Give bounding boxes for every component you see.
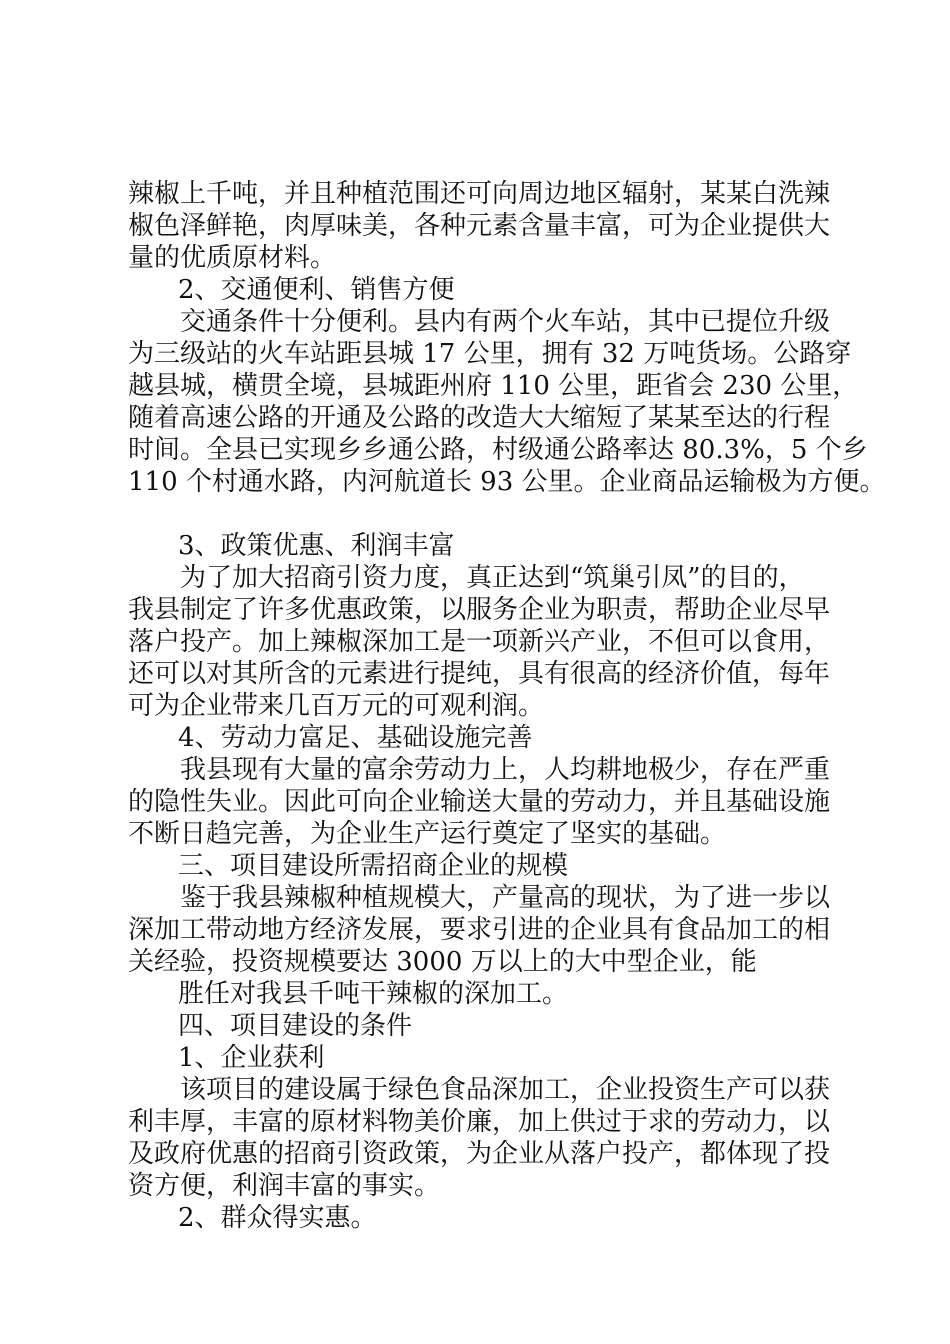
section-heading: 2、交通便利、销售方便 [178,275,455,305]
body-line: 越县城，横贯全境，县城距州府 110 公里，距省会 230 公里， [128,371,859,401]
body-line: 胜任对我县千吨干辣椒的深加工。 [178,979,569,1009]
section-heading: 1、企业获利 [178,1043,325,1073]
body-line: 鉴于我县辣椒种植规模大，产量高的现状，为了进一步以 [180,883,831,913]
section-heading: 2、群众得实惠。 [178,1203,377,1233]
section-heading: 三、项目建设所需招商企业的规模 [178,851,569,881]
body-line: 关经验，投资规模要达 3000 万以上的大中型企业，能 [128,947,757,977]
body-line: 利丰厚，丰富的原材料物美价廉，加上供过于求的劳动力，以 [128,1107,831,1137]
body-line: 我县现有大量的富余劳动力上，人均耕地极少，存在严重 [180,755,831,785]
section-heading: 3、政策优惠、利润丰富 [178,531,455,561]
body-line: 还可以对其所含的元素进行提纯，具有很高的经济价值，每年 [128,659,831,689]
body-line: 深加工带动地方经济发展，要求引进的企业具有食品加工的相 [128,915,831,945]
body-line: 量的优质原材料。 [128,243,337,273]
body-line: 110 个村通水路，内河航道长 93 公里。企业商品运输极为方便。 [128,467,886,497]
body-line: 时间。全县已实现乡乡通公路，村级通公路率达 80.3%，5 个乡 [128,435,868,465]
section-heading: 四、项目建设的条件 [178,1011,413,1041]
section-heading: 4、劳动力富足、基础设施完善 [178,723,533,753]
body-line: 资方便，利润丰富的事实。 [128,1171,441,1201]
body-line: 辣椒上千吨，并且种植范围还可向周边地区辐射，某某白洗辣 [128,179,831,209]
body-line: 随着高速公路的开通及公路的改造大大缩短了某某至达的行程 [128,403,831,433]
body-line: 我县制定了许多优惠政策，以服务企业为职责，帮助企业尽早 [128,595,831,625]
body-line: 椒色泽鲜艳，肉厚味美，各种元素含量丰富，可为企业提供大 [128,211,831,241]
body-line: 及政府优惠的招商引资政策，为企业从落户投产，都体现了投 [128,1139,831,1169]
body-line: 的隐性失业。因此可向企业输送大量的劳动力，并且基础设施 [128,787,831,817]
body-line: 落户投产。加上辣椒深加工是一项新兴产业，不但可以食用， [128,627,831,657]
body-line: 交通条件十分便利。县内有两个火车站，其中已提位升级 [180,307,831,337]
body-line: 为三级站的火车站距县城 17 公里，拥有 32 万吨货场。公路穿 [128,339,852,369]
body-line: 为了加大招商引资力度，真正达到“筑巢引凤”的目的， [180,563,805,593]
body-line: 可为企业带来几百万元的可观利润。 [128,691,545,721]
body-line: 不断日趋完善，为企业生产运行奠定了坚实的基础。 [128,819,727,849]
body-line: 该项目的建设属于绿色食品深加工，企业投资生产可以获 [180,1075,831,1105]
